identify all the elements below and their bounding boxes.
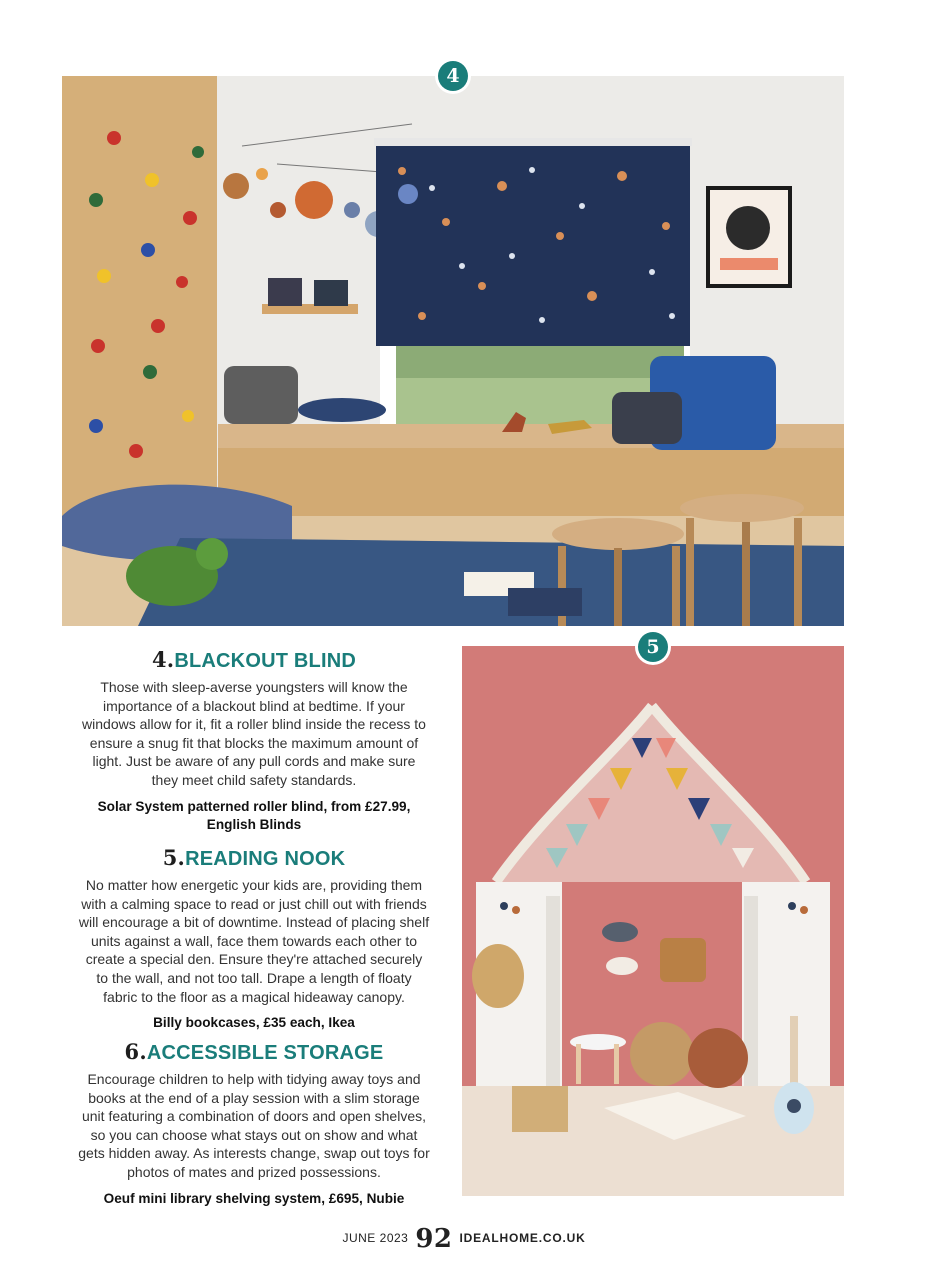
issue-date: JUNE 2023 xyxy=(342,1231,409,1245)
section-heading xyxy=(78,1039,430,1066)
product-credit: Oeuf mini library shelving system, £695, Nubie xyxy=(103,1190,405,1206)
product-credit: Solar System patterned roller blind, from £27.99, English Blinds xyxy=(97,798,411,833)
section-accessible-storage xyxy=(78,1039,430,1208)
section-reading-nook xyxy=(78,845,430,1033)
photo-number-badge: 4 xyxy=(438,61,468,91)
section-title: READING NOOK xyxy=(185,848,346,870)
section-number: 6. xyxy=(124,1039,147,1064)
photo-number-badge: 5 xyxy=(638,632,668,662)
section-body: Those with sleep-averse youngsters will know the importance of a blackout blind at bedtime. If your windows allow for it, fit a roller blind inside the recess to ensure a snug fit that blocks the maximum amount of light. Just be aware of any pull cords and make sure they meet child safety standards. xyxy=(82,679,426,788)
page-footer xyxy=(0,1224,928,1254)
page-number: 92 xyxy=(415,1224,453,1254)
reading-nook-photo xyxy=(462,646,844,1196)
bedroom-photo xyxy=(62,76,844,626)
section-number: 5. xyxy=(162,845,186,870)
section-title: ACCESSIBLE STORAGE xyxy=(146,1042,384,1064)
section-title: BLACKOUT BLIND xyxy=(174,650,356,672)
section-heading xyxy=(78,647,430,674)
section-blackout-blind xyxy=(78,647,430,835)
section-heading xyxy=(78,845,430,872)
product-credit: Billy bookcases, £35 each, Ikea xyxy=(153,1015,355,1031)
website-url: IDEALHOME.CO.UK xyxy=(459,1231,586,1245)
section-body: No matter how energetic your kids are, providing them with a calming space to read or just chill out with friends will encourage a bit of downtime. Instead of placing shelf units against a wall, face them towards each other to create a special den. Ensure they're attached securely to the wall, and not too tall. Drape a length of floaty fabric to the floor as a magical hideaway canopy. xyxy=(78,877,430,1005)
section-number: 4. xyxy=(152,647,175,672)
section-body: Encourage children to help with tidying away toys and books at the end of a play session with a slim storage unit featuring a combination of doors and open shelves, so you can choose what stays out on show and what gets hidden away. As interests change, swap out toys for photos of mates and prized possessions. xyxy=(78,1071,430,1180)
